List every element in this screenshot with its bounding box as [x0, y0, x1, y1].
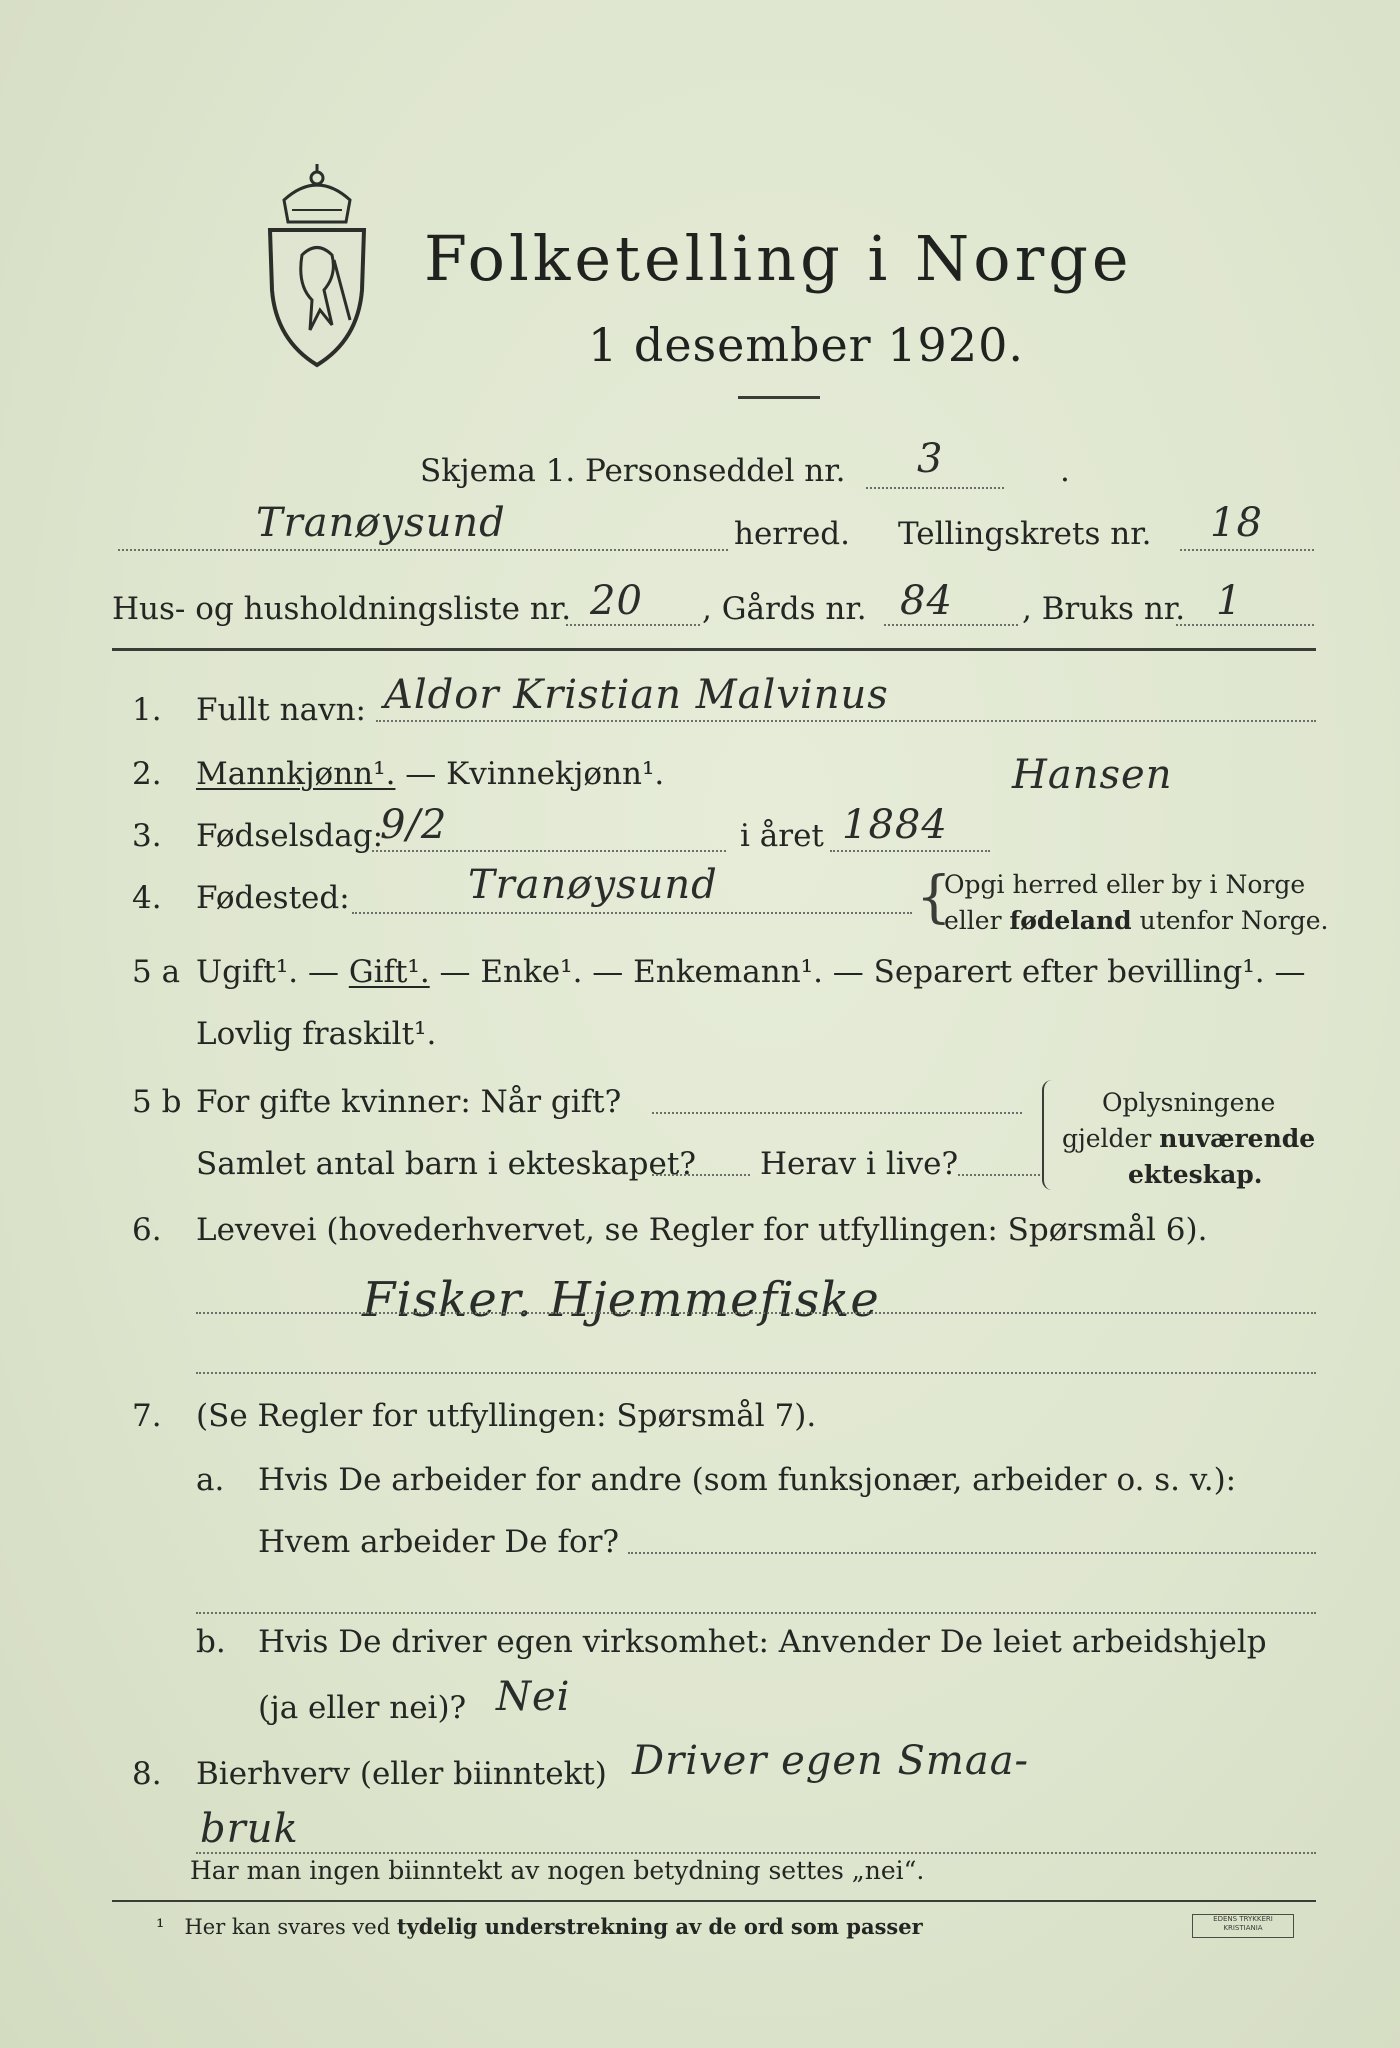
q5b-brace [1042, 1080, 1058, 1190]
tellingskrets-value[interactable]: 18 [1210, 500, 1263, 546]
q3-year-label: i året [740, 818, 824, 854]
bruks-label: , Bruks nr. [1022, 591, 1186, 627]
q5a-gift-underlined[interactable]: Gift¹. [348, 954, 430, 990]
q6-line1 [196, 1312, 1316, 1314]
q5b-note-line3: ekteskap. [1128, 1160, 1263, 1189]
footnote-rule [112, 1900, 1316, 1902]
hus-line [566, 624, 700, 626]
q5b-note-line1: Oplysningene [1102, 1088, 1276, 1117]
coat-of-arms-icon [262, 160, 372, 370]
q3-line [372, 850, 726, 852]
q4-line [352, 912, 912, 914]
q3-label: Fødselsdag: [196, 818, 384, 854]
herred-label: herred. [734, 516, 850, 552]
q7-number: 7. [132, 1398, 162, 1434]
q8-note: Har man ingen biinntekt av nogen betydning settes „nei“. [190, 1856, 925, 1885]
q5b-line2a: Samlet antal barn i ekteskapet? [196, 1146, 696, 1182]
q8-value[interactable]: Driver egen Smaa- [632, 1738, 1030, 1784]
title-divider [738, 396, 820, 399]
gards-line [884, 624, 1018, 626]
q2-label [196, 756, 664, 792]
q3-number: 3. [132, 818, 162, 854]
q2-kvinnekjonn[interactable]: — Kvinnekjønn¹. [395, 756, 665, 792]
q1-label: Fullt navn: [196, 692, 366, 728]
q3-year-value[interactable]: 1884 [842, 802, 948, 848]
herred-value[interactable]: Tranøysund [256, 500, 506, 546]
q4-number: 4. [132, 880, 162, 916]
q7b-line2: (ja eller nei)? [258, 1690, 467, 1726]
skjema-dot: . [1060, 453, 1070, 489]
q5b-line2b: Herav i live? [760, 1146, 959, 1182]
q8-label: Bierhverv (eller biinntekt) [196, 1756, 607, 1792]
q5b-note-line2: gjelder nuværende [1062, 1124, 1316, 1153]
q7a-label: Hvis De arbeider for andre (som funksjonær, arbeider o. s. v.): [258, 1462, 1237, 1498]
q4-note-line2: eller fødeland utenfor Norge. [944, 906, 1329, 935]
q5b-children-line [652, 1174, 750, 1176]
q6-line2 [196, 1372, 1316, 1374]
personseddel-value[interactable]: 3 [917, 436, 944, 482]
q6-value[interactable]: Fisker. Hjemmefiske [362, 1272, 880, 1328]
q4-note-line1: Opgi herred eller by i Norge [944, 870, 1306, 899]
q6-number: 6. [132, 1212, 162, 1248]
gards-label: , Gårds nr. [702, 591, 867, 627]
form-title: Folketelling i Norge [424, 222, 1133, 295]
tellingskrets-line [1180, 549, 1314, 551]
q4-label: Fødested: [196, 880, 350, 916]
q3-year-line [830, 850, 990, 852]
q4-value[interactable]: Tranøysund [468, 862, 718, 908]
personseddel-line [866, 487, 1004, 489]
q2-number: 2. [132, 756, 162, 792]
q1-line [376, 720, 1316, 722]
q7a-number: a. [196, 1462, 225, 1498]
q7a-line2: Hvem arbeider De for? [258, 1524, 620, 1560]
herred-line [118, 549, 728, 551]
q8-value-continued[interactable]: bruk [200, 1806, 299, 1852]
q7b-label: Hvis De driver egen virksomhet: Anvender De leiet arbeidshjelp [258, 1624, 1267, 1660]
q5a-other-options[interactable]: — Enke¹. — Enkemann¹. — Separert efter bevilling¹. — [429, 954, 1306, 990]
q7b-value[interactable]: Nei [496, 1674, 571, 1720]
footnote: ¹ Her kan svares ved tydelig understrekning av de ord som passer [156, 1914, 923, 1939]
bruks-line [1176, 624, 1314, 626]
printer-stamp: EDENS TRYKKERI KRISTIANIA [1192, 1914, 1294, 1938]
q8-number: 8. [132, 1756, 162, 1792]
q5b-when-line [652, 1112, 1022, 1114]
q1-number: 1. [132, 692, 162, 728]
q1-value[interactable]: Aldor Kristian Malvinus [384, 672, 889, 718]
form-date: 1 desember 1920. [588, 318, 1024, 372]
q5b-label: For gifte kvinner: Når gift? [196, 1084, 622, 1120]
q2-mannkjonn-underlined[interactable]: Mannkjønn¹. [196, 756, 396, 792]
q5a-options [196, 954, 1305, 990]
q5b-alive-line [958, 1174, 1044, 1176]
q5a-number: 5 a [132, 954, 181, 990]
q6-label: Levevei (hovederhvervet, se Regler for utfyllingen: Spørsmål 6). [196, 1212, 1208, 1248]
q5b-number: 5 b [132, 1084, 182, 1120]
hus-label: Hus- og husholdningsliste nr. [112, 591, 572, 627]
q7a-extra-line [196, 1612, 1316, 1614]
q5a-ugift[interactable]: Ugift¹. — [196, 954, 349, 990]
q8-line [196, 1852, 1316, 1854]
q7b-number: b. [196, 1624, 226, 1660]
q1-value-surname[interactable]: Hansen [1012, 752, 1173, 798]
footnote-mark: ¹ [156, 1915, 165, 1939]
q7a-employer-line [628, 1552, 1316, 1554]
hus-value[interactable]: 20 [590, 578, 643, 624]
header-rule [112, 648, 1316, 651]
tellingskrets-label: Tellingskrets nr. [898, 516, 1152, 552]
q7-label: (Se Regler for utfyllingen: Spørsmål 7). [196, 1398, 817, 1434]
skjema-label: Skjema 1. [420, 453, 576, 489]
gards-value[interactable]: 84 [900, 578, 953, 624]
personseddel-label: Personseddel nr. [585, 453, 846, 489]
q5a-line2[interactable]: Lovlig fraskilt¹. [196, 1016, 437, 1052]
q3-value[interactable]: 9/2 [380, 802, 448, 848]
q4-brace: { [916, 865, 952, 930]
bruks-value[interactable]: 1 [1216, 578, 1243, 624]
